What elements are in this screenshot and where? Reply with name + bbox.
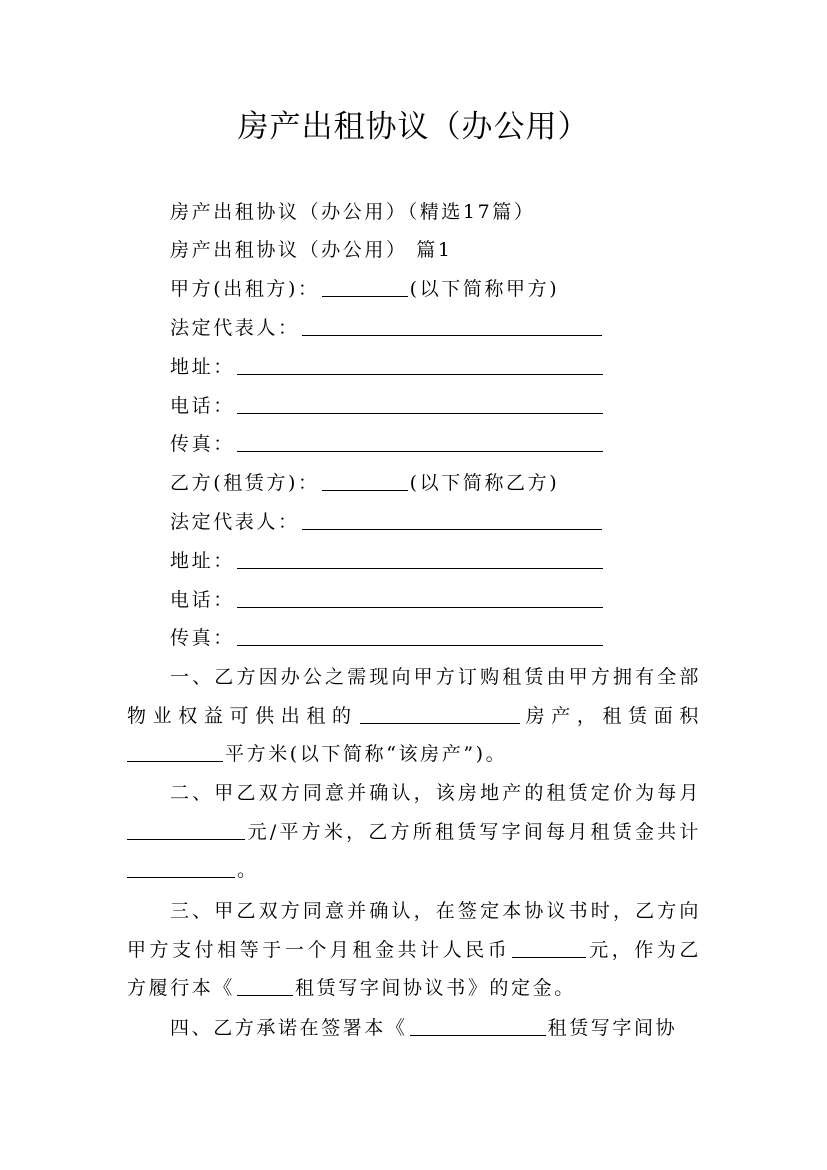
party-a-phone-row (170, 394, 605, 418)
party-b-rep-blank (302, 511, 602, 530)
clause-3-part-a: 三、甲乙双方同意并确认，在签定本协议书时，乙方向甲方支付相等于一个月租金共计人民币 (127, 900, 701, 961)
party-b-label: 乙方(租赁方)： (170, 472, 320, 494)
clause-2 (127, 774, 701, 890)
party-b-fax-row (170, 626, 605, 650)
party-b-rep-label: 法定代表人： (170, 511, 300, 533)
clause-4-name-blank (410, 1017, 546, 1036)
clause-2-text (127, 774, 701, 890)
clause-1-property-blank (360, 705, 520, 724)
party-b-address-blank (237, 550, 603, 569)
party-a-address-blank (237, 356, 603, 375)
clause-1-part-b: 房产，租赁面积 (521, 704, 701, 727)
party-a-address-label: 地址： (170, 356, 235, 378)
clause-2-part-b: 元/平方米，乙方所租赁写字间每月租赁金共计 (247, 820, 701, 843)
clause-3-part-b: 元，作为乙方履行本《 (127, 938, 701, 1000)
party-a-fax-blank (237, 433, 603, 452)
clause-1-part-a: 一、乙方因办公之需现向甲方订购租赁由甲方拥有全部物业权益可供出租的 (127, 666, 701, 727)
party-a-rep-blank (302, 317, 602, 336)
clause-3-part-c: 租赁写字间协议书》的定金。 (295, 977, 576, 1000)
party-a-suffix: (以下简称甲方) (409, 278, 560, 300)
clause-3-text (127, 892, 701, 1008)
clause-4 (127, 1009, 701, 1048)
clause-1-text (127, 658, 701, 774)
party-b-suffix: (以下简称乙方) (409, 472, 560, 494)
party-b-phone-label: 电话： (170, 589, 235, 611)
section-heading: 房产出租协议（办公用） 篇1 (170, 239, 453, 261)
party-b-name-blank (322, 472, 408, 491)
party-a-rep-row (170, 316, 604, 340)
party-b-fax-blank (237, 627, 603, 646)
clause-1-part-c: 平方米(以下简称“该房产”)。 (225, 743, 508, 766)
party-b-phone-blank (237, 589, 603, 608)
party-b-address-row (170, 549, 605, 573)
party-a-label: 甲方(出租方)： (170, 278, 320, 300)
document-subtitle: 房产出租协议（办公用）（精选17篇） (170, 201, 536, 223)
party-b-rep-row (170, 510, 604, 534)
clause-2-part-c: 。 (237, 859, 259, 882)
party-b-phone-row (170, 588, 605, 612)
party-b-heading (170, 471, 559, 495)
party-b-fax-label: 传真： (170, 627, 235, 649)
clause-1-area-blank (127, 743, 223, 762)
party-b-address-label: 地址： (170, 550, 235, 572)
clause-4-part-a: 四、乙方承诺在签署本《 (170, 1017, 408, 1039)
party-a-fax-label: 传真： (170, 433, 235, 455)
party-a-fax-row (170, 432, 605, 456)
clause-3 (127, 892, 701, 1008)
clause-1 (127, 658, 701, 774)
clause-2-total-blank (127, 859, 235, 878)
clause-2-price-blank (127, 821, 245, 840)
party-a-phone-blank (237, 395, 603, 414)
party-a-heading (170, 277, 559, 301)
party-a-address-row (170, 355, 605, 379)
clause-4-text (127, 1009, 701, 1048)
party-a-name-blank (322, 278, 408, 297)
clause-3-amount-blank (512, 939, 586, 958)
party-a-phone-label: 电话： (170, 395, 235, 417)
document-title: 房产出租协议（办公用） (237, 109, 590, 145)
clause-4-part-b: 租赁写字间协 (547, 1017, 678, 1039)
clause-2-part-a: 二、甲乙双方同意并确认，该房地产的租赁定价为每月 (170, 782, 701, 804)
clause-3-name-blank (237, 977, 293, 996)
party-a-rep-label: 法定代表人： (170, 317, 300, 339)
